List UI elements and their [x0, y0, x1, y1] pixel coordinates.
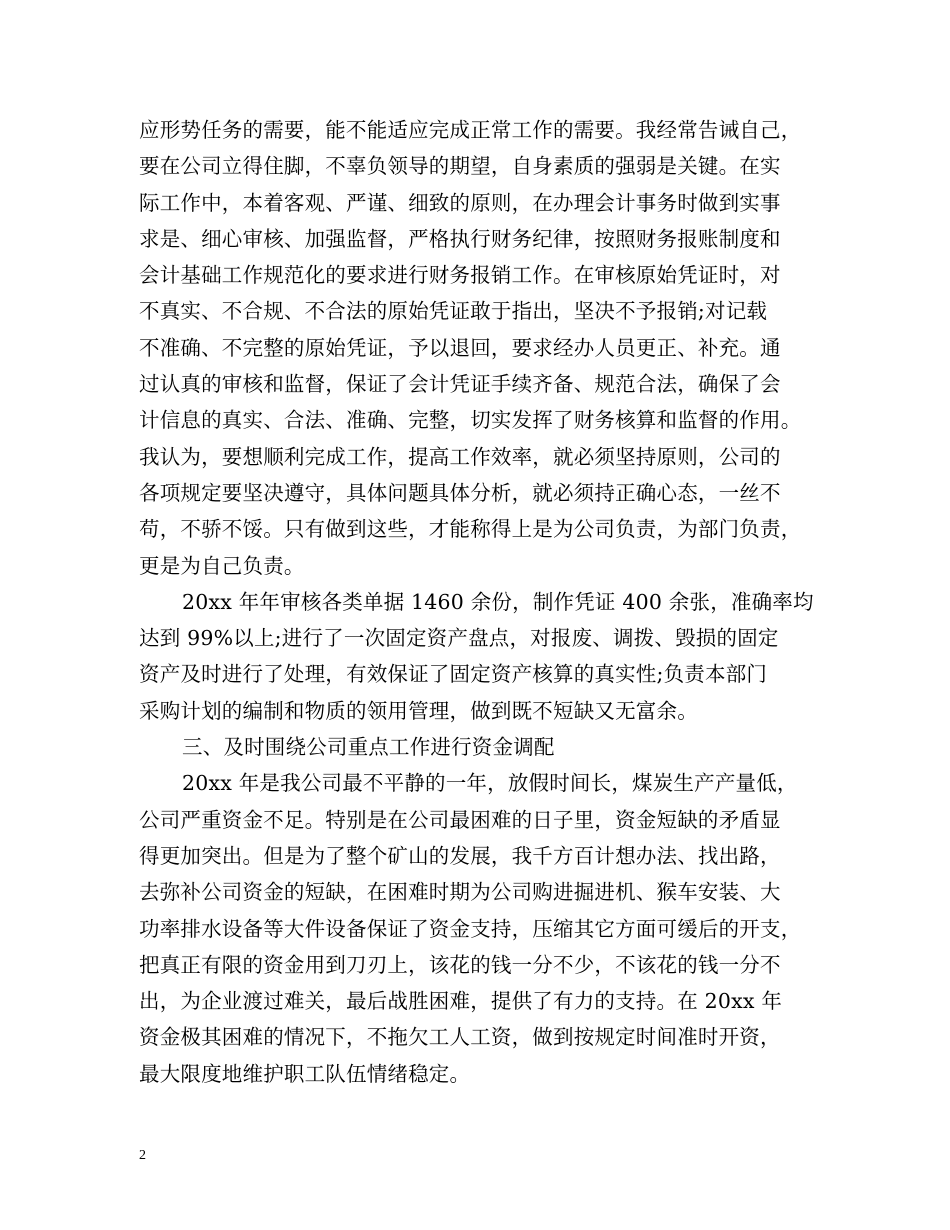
- section-heading: 三、及时围绕公司重点工作进行资金调配: [182, 735, 555, 760]
- text-line: 求是、细心审核、加强监督，严格执行财务纪律，按照财务报账制度和: [139, 226, 781, 251]
- text-line: 际工作中，本着客观、严谨、细致的原则，在办理会计事务时做到实事: [139, 190, 781, 215]
- text-line: 得更加突出。但是为了整个矿山的发展，我千方百计想办法、找出路，: [139, 843, 781, 868]
- text-line: 要在公司立得住脚，不辜负领导的期望，自身素质的强弱是关键。在实: [139, 154, 781, 179]
- text-line: 最大限度地维护职工队伍情绪稳定。: [139, 1061, 471, 1086]
- body-text: [139, 112, 839, 1092]
- text-line: 出，为企业渡过难关，最后战胜困难，提供了有力的支持。在 20xx 年: [139, 989, 783, 1014]
- text-line: 功率排水设备等大件设备保证了资金支持，压缩其它方面可缓后的开支，: [139, 916, 802, 941]
- text-line: 会计基础工作规范化的要求进行财务报销工作。在审核原始凭证时，对: [139, 263, 781, 288]
- text-line: 采购计划的编制和物质的领用管理，做到既不短缺又无富余。: [139, 698, 698, 723]
- text-line: 不真实、不合规、不合法的原始凭证敢于指出，坚决不予报销;对记载: [139, 299, 768, 324]
- text-line: 去弥补公司资金的短缺，在困难时期为公司购进掘进机、猴车安装、大: [139, 880, 781, 905]
- text-line: 不准确、不完整的原始凭证，予以退回，要求经办人员更正、补充。通: [139, 335, 781, 360]
- text-line: 公司严重资金不足。特别是在公司最困难的日子里，资金短缺的矛盾显: [139, 807, 781, 832]
- text-line: 应形势任务的需要，能不能适应完成正常工作的需要。我经常告诫自己，: [139, 118, 802, 142]
- text-line: 更是为自己负责。: [139, 553, 305, 578]
- text-line: 苟，不骄不馁。只有做到这些，才能称得上是为公司负责，为部门负责，: [139, 517, 802, 542]
- text-line: 20xx 年是我公司最不平静的一年，放假时间长，煤炭生产产量低，: [182, 771, 798, 796]
- page-number: 2: [139, 1148, 146, 1163]
- text-line: 把真正有限的资金用到刀刃上，该花的钱一分不少，不该花的钱一分不: [139, 952, 781, 977]
- text-line: 资金极其困难的情况下，不拖欠工人工资，做到按规定时间准时开资，: [139, 1025, 781, 1050]
- text-line: 我认为，要想顺利完成工作，提高工作效率，就必须坚持原则，公司的: [139, 444, 781, 469]
- text-line: 过认真的审核和监督，保证了会计凭证手续齐备、规范合法，确保了会: [139, 372, 781, 397]
- text-line: 资产及时进行了处理，有效保证了固定资产核算的真实性;负责本部门: [139, 662, 768, 687]
- text-line: 计信息的真实、合法、准确、完整，切实发挥了财务核算和监督的作用。: [139, 408, 802, 433]
- text-line: 各项规定要坚决遵守，具体问题具体分析，就必须持正确心态，一丝不: [139, 480, 781, 505]
- text-line: 达到 99%以上;进行了一次固定资产盘点，对报废、调拨、毁损的固定: [139, 626, 779, 651]
- text-line: 20xx 年年审核各类单据 1460 余份，制作凭证 400 余张，准确率均: [182, 589, 814, 614]
